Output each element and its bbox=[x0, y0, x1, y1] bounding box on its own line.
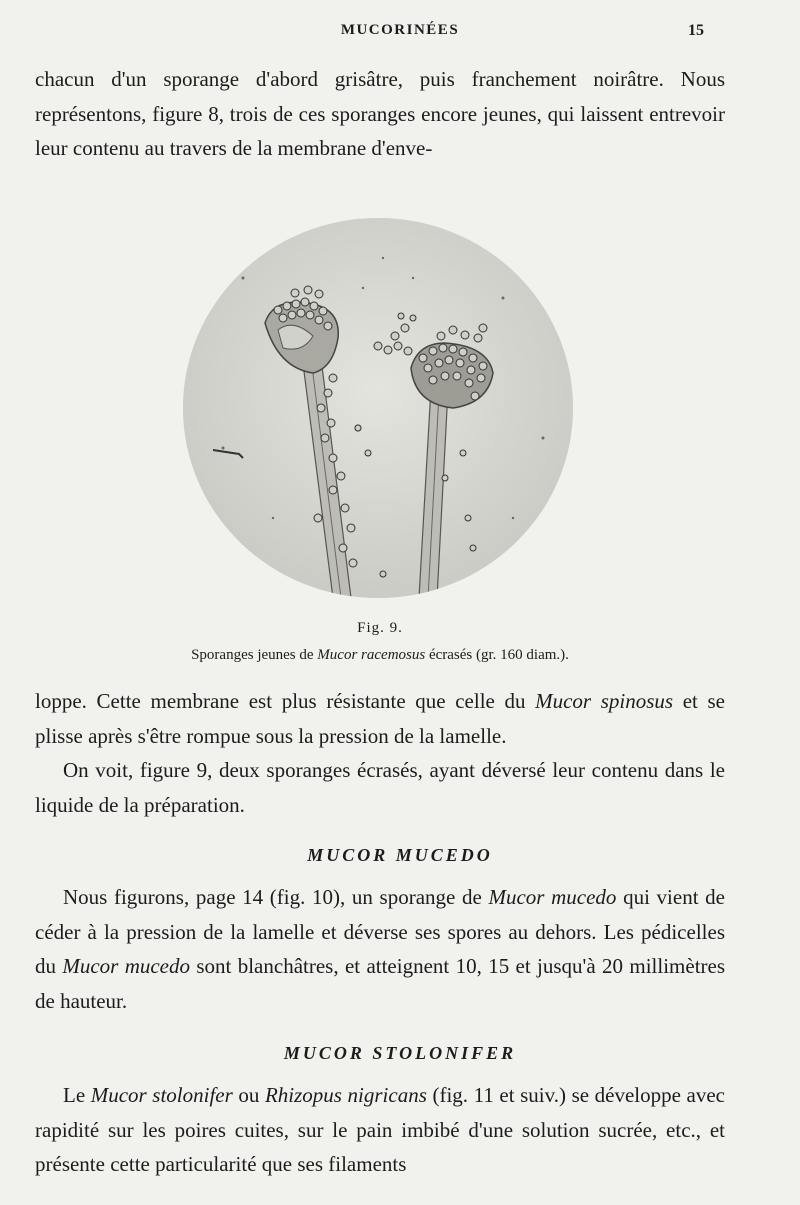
paragraph-figure-9: On voit, figure 9, deux sporanges écrasés, ayant déversé leur contenu dans le liquide de la préparation. bbox=[35, 758, 725, 817]
paragraph-mucor-mucedo bbox=[35, 880, 725, 1018]
section-heading-mucor-mucedo: MUCOR MUCEDO bbox=[307, 845, 493, 865]
text-run: Nous figurons, page 14 (fig. 10), un sporange de bbox=[63, 885, 489, 909]
paragraph-membrane bbox=[35, 684, 725, 753]
page-number: 15 bbox=[688, 22, 704, 39]
page-header bbox=[0, 22, 800, 46]
text-run: loppe. Cette membrane est plus résistante que celle du bbox=[35, 689, 536, 713]
text-run: ou bbox=[232, 1083, 265, 1107]
figure-caption bbox=[0, 647, 760, 664]
text-run: (fig. 11 et suiv.) se développe avec rapidité sur les poires cuites, sur le pain imbibé d'une solution sucrée, etc., et présente cette particularité que ses filaments bbox=[35, 1083, 726, 1176]
section-heading-mucor-stolonifer: MUCOR STOLONIFER bbox=[283, 1043, 517, 1063]
caption-text-end: écrasés (gr. 160 diam.). bbox=[425, 647, 569, 663]
text-run: qui vient de céder à la pression de la lamelle et déverse ses spores au dehors. Les pédicelles du bbox=[35, 885, 725, 978]
caption-text: Sporanges jeunes de bbox=[191, 647, 318, 663]
text-run: sont blanchâtres, et atteignent 10, 15 et jusqu'à 20 millimètres de hauteur. bbox=[35, 954, 726, 1013]
species-name: Mucor mucedo bbox=[62, 954, 191, 978]
figure-label: Fig. 9. bbox=[357, 620, 403, 636]
paragraph-top: chacun d'un sporange d'abord grisâtre, puis franchement noirâtre. Nous représentons, figure 8, trois de ces sporanges encore jeunes, qui laissent entrevoir leur contenu au travers de la membrane d'enve- bbox=[35, 67, 725, 160]
micrograph-figure bbox=[183, 218, 573, 598]
text-run: et se plisse après s'être rompue sous la pression de la lamelle. bbox=[35, 689, 725, 748]
species-name: Mucor stolonifer bbox=[90, 1083, 233, 1107]
species-name: Mucor mucedo bbox=[488, 885, 617, 909]
species-name: Mucor spinosus bbox=[535, 689, 674, 713]
caption-species: Mucor racemosus bbox=[317, 647, 426, 663]
paragraph-mucor-stolonifer bbox=[35, 1078, 725, 1182]
species-name: Rhizopus nigricans bbox=[264, 1083, 427, 1107]
text-run: Le bbox=[63, 1083, 91, 1107]
micrograph-illustration bbox=[183, 218, 573, 598]
running-title: MUCORINÉES bbox=[340, 22, 460, 38]
